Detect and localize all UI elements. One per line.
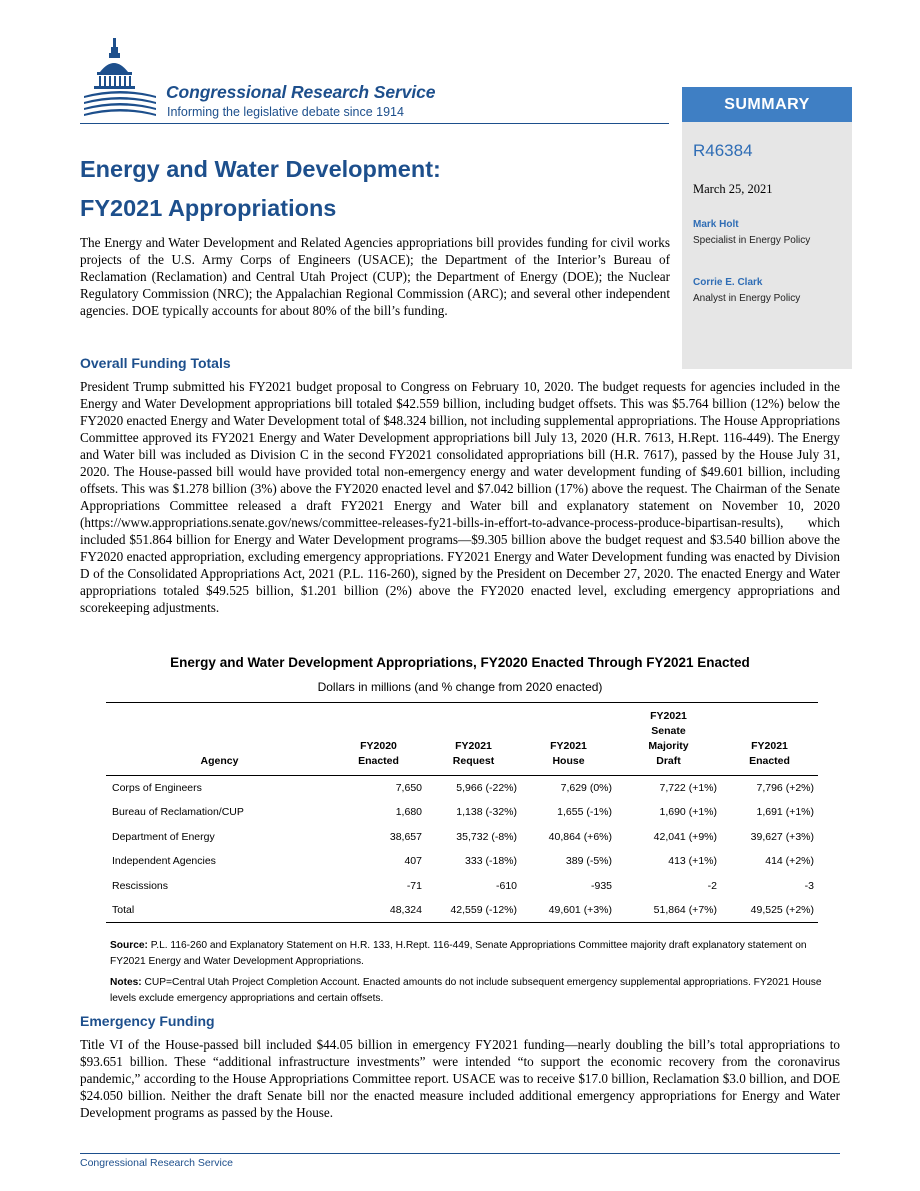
cell-enacted: -3 (804, 879, 814, 892)
table-header-row (106, 703, 818, 776)
col-header-fy2020-enacted: FY2020 Enacted (358, 740, 399, 767)
report-number: R46384 (693, 141, 753, 160)
table-row (106, 874, 818, 899)
col-header-fy2021-request: FY2021 Request (452, 740, 495, 767)
table-row (106, 825, 818, 850)
table-notes (110, 975, 822, 1006)
cell-request: -610 (495, 879, 517, 892)
notes-label: Notes: (110, 977, 142, 988)
author-name: Mark Holt (693, 219, 739, 230)
notes-text: CUP=Central Utah Project Completion Account. Enacted amounts do not include subsequent emergency supplemental appropriations. FY2021 House levels exclude emergency appropriations and certain offsets. (110, 977, 822, 1004)
cell-fy2020: 38,657 (389, 830, 422, 843)
author-name: Corrie E. Clark (693, 277, 763, 288)
table-row (106, 849, 818, 874)
col-header-agency: Agency (200, 755, 239, 767)
section-heading-emergency-funding: Emergency Funding (80, 1013, 215, 1029)
cell-request: 42,559 (-12%) (450, 904, 517, 916)
col-header-fy2021-enacted: FY2021 Enacted (749, 740, 790, 767)
summary-label: SUMMARY (682, 87, 852, 122)
cell-agency: Independent Agencies (112, 855, 216, 868)
table-row (106, 800, 818, 825)
crs-logo (80, 36, 480, 126)
footer-org-name: Congressional Research Service (80, 1157, 233, 1169)
footer-divider (80, 1153, 840, 1154)
col-header-fy2021-house: FY2021 House (550, 740, 587, 767)
summary-sidebar (682, 87, 852, 369)
section-heading-overall-funding: Overall Funding Totals (80, 355, 231, 371)
cell-house: 7,629 (0%) (560, 782, 612, 794)
cell-house: 389 (-5%) (565, 855, 612, 868)
col-header-fy2021-senate-draft: FY2021 Senate Majority Draft (648, 710, 689, 767)
title-line-2: FY2021 Appropriations (80, 195, 337, 221)
emergency-funding-paragraph: Title VI of the House-passed bill included $44.05 billion in emergency FY2021 funding—nearly doubling the bill’s total appropriations to $93.651 billion. These “additional infrastructure investments” were intended “to support the economic recovery from the coronavirus pandemic,” according to the House Appropriations Committee report. USACE was to receive $17.0 billion, Reclamation $3.0 billion, and DOE $24.050 billion. Neither the draft Senate bill nor the enacted measure included additional emergency appropriations for Energy and Water Development programs as passed by the House. (80, 1037, 840, 1120)
table-row-total (106, 898, 818, 923)
cell-agency: Corps of Engineers (112, 782, 202, 794)
cell-house: -935 (590, 879, 612, 892)
cell-fy2020: 407 (404, 855, 422, 868)
intro-paragraph: The Energy and Water Development and Related Agencies appropriations bill provides funding for civil works projects of the U.S. Army Corps of Engineers (USACE); the Department of the Interior’s Bureau of Reclamation (Reclamation) and Central Utah Project (CUP); the Department of Energy (DOE); the Nuclear Regulatory Commission (NRC); the Appalachian Regional Commission (ARC); and several other independent agencies. DOE typically accounts for about 80% of the bill’s funding. (80, 235, 670, 318)
page-title (80, 150, 441, 228)
table-source-note (110, 938, 822, 969)
overall-funding-paragraph: President Trump submitted his FY2021 budget proposal to Congress on February 10, 2020. The budget requests for agencies included in the Energy and Water Development appropriations bill totaled $42.559 billion, including budget offsets. This was $5.764 billion (12%) below the FY2020 enacted Energy and Water Development total of $48.324 billion, not including supplemental appropriations. The House Appropriations Committee approved its FY2021 Energy and Water Development appropriations bill July 13, 2020 (H.R. 7613, H.Rept. 116-449). The Energy and Water bill was included as Division C in the second FY2021 consolidated appropriations bill (H.R. 7617), passed by the House July 31, 2020. The House-passed bill would have provided total non-emergency energy and water development funding of $49.601 billion, including offsets. This was $1.278 billion (3%) above the FY2020 enacted level and $7.042 billion (17%) above the request. The Chairman of the Senate Appropriations Committee released a draft FY2021 Energy and Water bill and explanatory statement on November 10, 2020 (https://www.appropriations.senate.gov/news/committee-releases-fy21-bills-in-effort-to-advance-process-produce-bipartisan-results), which included $51.864 billion for Energy and Water Development programs—$9.305 billion above the budget request and $3.540 billion above the FY2020 enacted appropriation, excluding emergency appropriations. FY2021 Energy and Water Development funding was enacted by Division D of the Consolidated Appropriations Act, 2021 (P.L. 116-260), signed by the President on December 27, 2020. The enacted Energy and Water appropriations totaled $49.525 billion, $1.201 billion (2%) above the FY2020 enacted level, excluding emergency appropriations and scorekeeping adjustments. (80, 379, 840, 615)
cell-fy2020: 7,650 (395, 782, 422, 794)
org-tagline: Informing the legislative debate since 1914 (167, 105, 404, 119)
cell-house: 40,864 (+6%) (548, 830, 612, 843)
cell-agency: Bureau of Reclamation/CUP (112, 806, 244, 819)
cell-agency: Rescissions (112, 879, 169, 892)
cell-agency: Department of Energy (112, 830, 215, 843)
cell-request: 333 (-18%) (465, 855, 517, 868)
cell-fy2020: 1,680 (395, 806, 422, 819)
cell-fy2020: 48,324 (389, 904, 422, 916)
org-name: Congressional Research Service (166, 82, 436, 102)
cell-senate: -2 (707, 879, 717, 892)
cell-house: 1,655 (-1%) (557, 806, 612, 819)
cell-enacted: 414 (+2%) (765, 855, 814, 868)
cell-request: 5,966 (-22%) (456, 782, 517, 794)
appropriations-table (106, 702, 818, 923)
cell-request: 1,138 (-32%) (456, 806, 517, 819)
report-date: March 25, 2021 (693, 182, 773, 196)
author-role: Analyst in Energy Policy (693, 293, 801, 304)
header-divider (80, 123, 669, 124)
source-text: P.L. 116-260 and Explanatory Statement on H.R. 133, H.Rept. 116-449, Senate Appropriations Committee majority draft explanatory statement on FY2021 Energy and Water Development Appropriations. (110, 940, 807, 967)
title-line-1: Energy and Water Development: (80, 156, 441, 182)
cell-senate: 42,041 (+9%) (653, 830, 717, 843)
cell-house: 49,601 (+3%) (548, 904, 612, 916)
cell-senate: 7,722 (+1%) (659, 782, 717, 794)
cell-enacted: 1,691 (+1%) (756, 806, 814, 819)
cell-enacted: 49,525 (+2%) (750, 904, 814, 916)
cell-enacted: 39,627 (+3%) (750, 830, 814, 843)
cell-senate: 1,690 (+1%) (659, 806, 717, 819)
source-label: Source: (110, 940, 148, 951)
table-row (106, 776, 818, 801)
cell-senate: 413 (+1%) (668, 855, 717, 868)
cell-enacted: 7,796 (+2%) (756, 782, 814, 794)
cell-senate: 51,864 (+7%) (653, 904, 717, 916)
author-role: Specialist in Energy Policy (693, 235, 811, 246)
cell-request: 35,732 (-8%) (456, 830, 517, 843)
cell-fy2020: -71 (406, 879, 422, 892)
cell-agency: Total (112, 904, 135, 916)
capitol-dome-icon (80, 36, 160, 122)
table-title: Energy and Water Development Appropriations, FY2020 Enacted Through FY2021 Enacted (170, 655, 750, 670)
table-subtitle: Dollars in millions (and % change from 2020 enacted) (317, 680, 603, 694)
